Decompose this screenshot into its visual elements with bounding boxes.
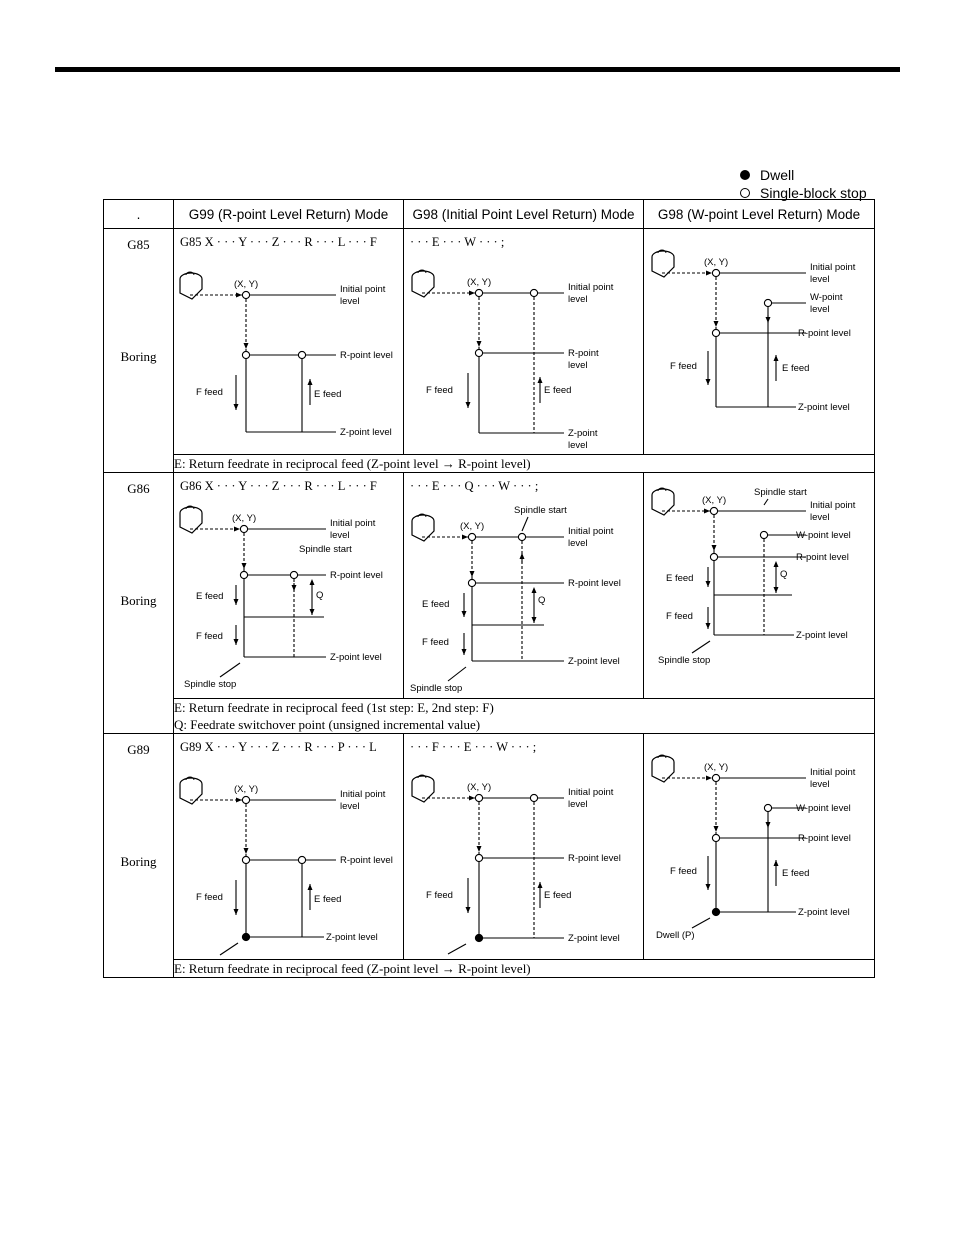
g89-name: Boring — [120, 854, 157, 869]
f-feed-arrow-head — [466, 907, 471, 913]
spindle-start-label: Spindle start — [754, 487, 807, 498]
f-feed-arrow-head — [234, 909, 239, 915]
q-arrow-down-head — [310, 609, 315, 615]
r-point-marker — [240, 571, 247, 578]
z-point-level-label: Z-point level — [326, 932, 378, 943]
rapid-approach-head — [462, 535, 468, 540]
z-point-level-label: Z-point level — [340, 427, 392, 438]
r-point-marker — [242, 351, 249, 358]
dwell-filled-circle-icon — [740, 170, 750, 180]
initial-point-label-2: level — [568, 799, 588, 810]
w-point-level-label: W-point level — [796, 530, 851, 541]
e-feed-arrow-head — [234, 599, 239, 605]
g86-note-cell — [174, 699, 875, 734]
g85-g98-w-diagram — [644, 229, 875, 455]
r-point-marker — [710, 553, 717, 560]
r-point-marker — [712, 329, 719, 336]
f-feed-label: F feed — [666, 611, 693, 622]
g85-diagram-row — [104, 229, 875, 455]
f-feed-arrow-head — [234, 639, 239, 645]
initial-point-marker — [710, 507, 717, 514]
initial-point-label: Initial point — [330, 518, 376, 529]
rapid-down-head — [477, 341, 482, 347]
g89-g99-diagram — [174, 734, 404, 960]
w-point-marker — [760, 531, 767, 538]
g89-diagram-row — [104, 734, 875, 960]
spindle-stop-label: Spindle stop — [410, 683, 463, 694]
e-feed-label: E feed — [544, 385, 572, 396]
xy-label: (X, Y) — [234, 279, 259, 290]
z-point-level-label: Z-point level — [568, 656, 620, 667]
legend-dwell-label: Dwell — [760, 167, 795, 183]
f-feed-arrow-head — [706, 379, 711, 385]
e-feed-label: E feed — [782, 363, 810, 374]
rapid-approach-head — [236, 798, 242, 803]
initial-return-marker — [518, 533, 525, 540]
rapid-down-head — [244, 343, 249, 349]
g86-diagram-row — [104, 473, 875, 699]
xy-label: (X, Y) — [704, 257, 729, 268]
f-feed-label: F feed — [426, 890, 453, 901]
spindle-stop-pointer — [220, 663, 240, 677]
g85-note: E: Return feedrate in reciprocal feed (Z-point level → R-point level) — [174, 455, 875, 473]
w-rapid-return-arrow-head — [766, 822, 771, 828]
g86-note-q: Q: Feedrate switchover point (unsigned incremental value) — [174, 717, 481, 732]
syntax-text: G86 X · · · Y · · · Z · · · R · · · L · · · F — [180, 479, 377, 493]
e-feed-label: E feed — [196, 591, 224, 602]
g85-command-cell — [104, 229, 174, 473]
initial-point-marker — [712, 774, 719, 781]
e-feed-arrow-head — [538, 377, 543, 383]
initial-point-label: Initial point — [568, 526, 614, 537]
syntax-text: · · · E · · · Q · · · W · · · ; — [410, 479, 539, 493]
r-return-marker — [290, 571, 297, 578]
rapid-approach-head — [469, 796, 475, 801]
spindle-stop-pointer — [448, 667, 466, 681]
rapid-down-head — [712, 545, 717, 551]
spindle-start-pointer — [522, 517, 528, 531]
rapid-approach-head — [469, 291, 475, 296]
initial-point-label-2: level — [340, 801, 360, 812]
initial-point-label: Initial point — [340, 284, 386, 295]
header-g98-w-point: G98 (W-point Level Return) Mode — [644, 200, 875, 229]
z-point-level-label: Z-point level — [798, 402, 850, 413]
initial-point-marker — [712, 269, 719, 276]
q-arrow-down-head — [532, 617, 537, 623]
initial-return-marker — [530, 794, 537, 801]
header-g99-r-point: G99 (R-point Level Return) Mode — [174, 200, 404, 229]
q-label: Q — [316, 590, 324, 601]
spindle-stop-label: Spindle stop — [658, 655, 711, 666]
initial-point-label-2: level — [330, 530, 350, 541]
initial-point-label-2: level — [340, 296, 360, 307]
spindle-start-pointer — [764, 499, 768, 505]
z-point-level-label: Z-point level — [330, 652, 382, 663]
r-point-marker — [712, 834, 719, 841]
rapid-down-head — [714, 826, 719, 832]
rapid-approach-head — [234, 527, 240, 532]
g89-g98-initial-diagram — [404, 734, 644, 960]
initial-point-label: Initial point — [810, 262, 856, 273]
g86-note-e: E: Return feedrate in reciprocal feed (1st step: E, 2nd step: F) — [174, 700, 494, 715]
initial-point-label: Initial point — [340, 789, 386, 800]
q-arrow-down-head — [774, 587, 779, 593]
initial-point-label: Initial point — [810, 767, 856, 778]
g85-note-row — [104, 455, 875, 473]
r-return-marker — [298, 856, 305, 863]
e-feed-arrow-head — [774, 355, 779, 361]
w-point-marker — [764, 804, 771, 811]
g86-name: Boring — [120, 593, 157, 608]
q-label: Q — [538, 595, 546, 606]
e-feed-arrow-head — [308, 884, 313, 890]
z-point-level-label: Z-point level — [796, 630, 848, 641]
xy-label: (X, Y) — [467, 782, 492, 793]
rapid-approach-head — [236, 293, 242, 298]
r-point-level-label: R-point level — [798, 833, 851, 844]
w-point-label: W-point — [810, 292, 843, 303]
rapid-down-head — [242, 563, 247, 569]
initial-point-label-2: level — [810, 512, 830, 523]
header-blank: . — [104, 200, 174, 229]
g85-g98-initial-diagram — [404, 229, 644, 455]
legend-single-block-stop-label: Single-block stop — [760, 185, 867, 201]
f-feed-arrow-head — [234, 404, 239, 410]
initial-point-marker — [242, 291, 249, 298]
z-point-label: Z-point — [568, 428, 598, 439]
f-feed-label: F feed — [196, 387, 223, 398]
r-point-level-label: R-point level — [330, 570, 383, 581]
g85-name: Boring — [120, 349, 157, 364]
initial-point-marker — [475, 794, 482, 801]
xy-label: (X, Y) — [232, 513, 257, 524]
r-point-level-label: R-point level — [340, 350, 393, 361]
initial-point-label-2: level — [568, 294, 588, 305]
r-point-marker — [242, 856, 249, 863]
z-point-label-2: level — [568, 440, 588, 451]
rapid-down-head — [244, 848, 249, 854]
g86-g99-diagram — [174, 473, 404, 699]
r-point-label: R-point — [568, 348, 599, 359]
e-feed-arrow-head — [538, 882, 543, 888]
g86-g98-initial-diagram — [404, 473, 644, 699]
rapid-down-head — [714, 321, 719, 327]
g89-g98-w-diagram — [644, 734, 875, 960]
q-arrow-up — [532, 587, 537, 593]
syntax-text: · · · E · · · W · · · ; — [410, 235, 505, 249]
f-feed-label: F feed — [670, 361, 697, 372]
initial-point-label: Initial point — [568, 787, 614, 798]
xy-label: (X, Y) — [467, 277, 492, 288]
g86-command-cell — [104, 473, 174, 734]
f-feed-arrow-head — [706, 884, 711, 890]
syntax-text: · · · F · · · E · · · W · · · ; — [410, 740, 537, 754]
header-row — [104, 200, 875, 229]
xy-label: (X, Y) — [704, 762, 729, 773]
top-rule — [55, 67, 900, 72]
dwell-marker — [475, 934, 482, 941]
g85-code: G85 — [127, 237, 150, 252]
r-point-level-label: R-point level — [568, 853, 621, 864]
w-point-marker — [764, 299, 771, 306]
e-feed-label: E feed — [314, 389, 342, 400]
e-feed-arrow-head — [706, 581, 711, 587]
w-point-label-2: level — [810, 304, 830, 315]
dwell-label: Dwell (P) — [656, 930, 695, 941]
xy-label: (X, Y) — [234, 784, 259, 795]
e-feed-label: E feed — [544, 890, 572, 901]
rapid-down-head — [477, 846, 482, 852]
r-point-level-label: R-point level — [798, 328, 851, 339]
z-point-level-label: Z-point level — [798, 907, 850, 918]
syntax-text: G85 X · · · Y · · · Z · · · R · · · L · · · F — [180, 235, 377, 249]
rapid-down-head — [470, 571, 475, 577]
dwell-pointer — [220, 943, 238, 955]
initial-point-label-2: level — [568, 538, 588, 549]
r-point-level-label: R-point level — [340, 855, 393, 866]
q-arrow-up — [310, 579, 315, 585]
spindle-start-label: Spindle start — [299, 544, 352, 555]
e-feed-label: E feed — [666, 573, 694, 584]
g89-code: G89 — [127, 742, 150, 757]
f-feed-label: F feed — [670, 866, 697, 877]
r-point-label-2: level — [568, 360, 588, 371]
rapid-approach-head — [706, 776, 712, 781]
e-feed-arrow-head — [774, 860, 779, 866]
z-point-level-label: Z-point level — [568, 933, 620, 944]
g86-code: G86 — [127, 481, 150, 496]
q-label: Q — [780, 569, 788, 580]
w-rapid-return-arrow-head — [766, 317, 771, 323]
g85-g99-diagram — [174, 229, 404, 455]
g89-command-cell — [104, 734, 174, 978]
g86-g98-w-diagram — [644, 473, 875, 699]
spindle-stop-pointer — [692, 641, 710, 653]
e-feed-label: E feed — [422, 599, 450, 610]
initial-point-label-2: level — [810, 779, 830, 790]
g89-note-row — [104, 960, 875, 978]
e-feed-label: E feed — [314, 894, 342, 905]
f-feed-label: F feed — [422, 637, 449, 648]
f-feed-label: F feed — [426, 385, 453, 396]
rapid-approach-head — [704, 509, 710, 514]
initial-return-marker — [530, 289, 537, 296]
f-feed-arrow-head — [706, 623, 711, 629]
r-point-marker — [475, 349, 482, 356]
header-g98-initial: G98 (Initial Point Level Return) Mode — [404, 200, 644, 229]
dwell-pointer — [692, 918, 710, 928]
initial-point-label: Initial point — [568, 282, 614, 293]
r-point-marker — [468, 579, 475, 586]
legend — [740, 166, 867, 202]
single-block-stop-open-circle-icon — [740, 188, 750, 198]
boring-cycle-table — [103, 199, 875, 978]
initial-point-label-2: level — [810, 274, 830, 285]
r-point-marker — [475, 854, 482, 861]
legend-dwell — [740, 166, 867, 184]
initial-point-marker — [468, 533, 475, 540]
f-feed-label: F feed — [196, 892, 223, 903]
e-feed-arrow-head — [462, 611, 467, 617]
e-feed-arrow-head — [308, 379, 313, 385]
rapid-approach-head — [706, 271, 712, 276]
e-feed-label: E feed — [782, 868, 810, 879]
dwell-marker — [712, 908, 719, 915]
f-feed-label: F feed — [196, 631, 223, 642]
spindle-start-label: Spindle start — [514, 505, 567, 516]
q-arrow-up — [774, 561, 779, 567]
r-point-level-label: R-point level — [796, 552, 849, 563]
syntax-text: G89 X · · · Y · · · Z · · · R · · · P · · · L — [180, 740, 377, 754]
r-point-level-label: R-point level — [568, 578, 621, 589]
r-return-marker — [298, 351, 305, 358]
g86-note-row — [104, 699, 875, 734]
xy-label: (X, Y) — [702, 495, 727, 506]
initial-point-label: Initial point — [810, 500, 856, 511]
dwell-pointer — [448, 944, 466, 954]
initial-point-marker — [242, 796, 249, 803]
initial-point-marker — [475, 289, 482, 296]
rapid-return-arrow-head — [520, 553, 525, 559]
g89-note: E: Return feedrate in reciprocal feed (Z-point level → R-point level) — [174, 960, 875, 978]
xy-label: (X, Y) — [460, 521, 485, 532]
initial-point-marker — [240, 525, 247, 532]
dwell-marker — [242, 933, 249, 940]
f-feed-arrow-head — [462, 649, 467, 655]
spindle-stop-label: Spindle stop — [184, 679, 237, 690]
rapid-return-arrow-head — [292, 585, 297, 591]
f-feed-arrow-head — [466, 402, 471, 408]
w-point-level-label: W-point level — [796, 803, 851, 814]
